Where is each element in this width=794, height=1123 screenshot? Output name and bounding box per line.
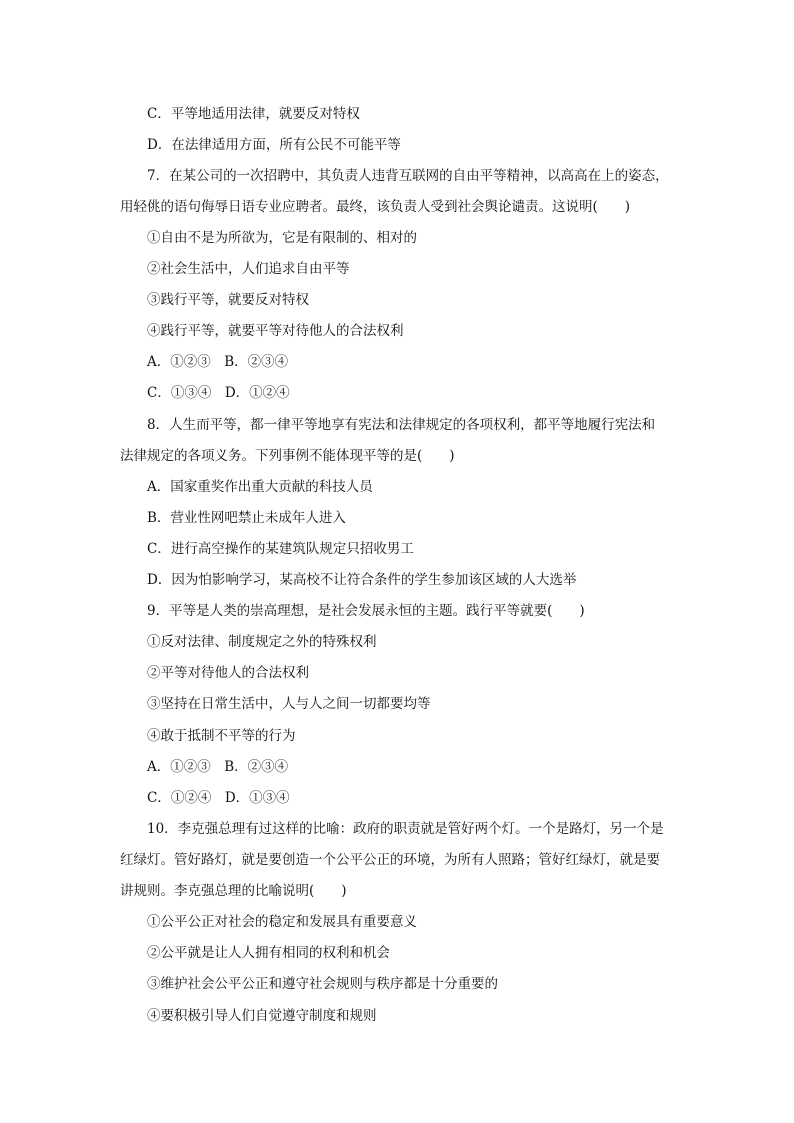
q7-item-1: ①自由不是为所欲为，它是有限制的、相对的 <box>147 230 417 246</box>
q9-item-2: ②平等对待他人的合法权利 <box>147 665 309 681</box>
q7-item-4: ④践行平等，就要平等对待他人的合法权利 <box>147 323 404 339</box>
q8-stem-line1: 8．人生而平等，都一律平等地享有宪法和法律规定的各项权利，都平等地履行宪法和 <box>147 417 656 433</box>
q8-option-c: C．进行高空操作的某建筑队规定只招收男工 <box>147 541 414 557</box>
q7-item-2: ②社会生活中，人们追求自由平等 <box>147 261 350 277</box>
q6-option-c: C．平等地适用法律，就要反对特权 <box>147 106 360 122</box>
q8-option-a: A．国家重奖作出重大贡献的科技人员 <box>147 479 373 495</box>
q10-item-2: ②公平就是让人人拥有相同的权利和机会 <box>147 945 390 961</box>
q6-option-d: D．在法律适用方面，所有公民不可能平等 <box>147 137 401 153</box>
q10-stem-line2: 红绿灯。管好路灯，就是要创造一个公平公正的环境，为所有人照路；管好红绿灯，就是要 <box>120 852 660 868</box>
q7-stem-line1: 7．在某公司的一次招聘中，其负责人违背互联网的自由平等精神，以高高在上的姿态， <box>147 168 669 184</box>
q9-item-1: ①反对法律、制度规定之外的特殊权利 <box>147 634 377 650</box>
q9-choices-row1: A．①②③ B．②③④ <box>147 759 289 775</box>
q9-choices-row2: C．①②④ D．①③④ <box>147 790 290 806</box>
q10-stem-line3: 讲规则。李克强总理的比喻说明( ) <box>120 883 347 899</box>
q7-choices-row1: A．①②③ B．②③④ <box>147 354 289 370</box>
q7-stem-line2: 用轻佻的语句侮辱日语专业应聘者。最终，该负责人受到社会舆论谴责。这说明( ) <box>120 199 631 215</box>
q8-option-b: B．营业性网吧禁止未成年人进入 <box>147 510 346 526</box>
q10-item-1: ①公平公正对社会的稳定和发展具有重要意义 <box>147 914 417 930</box>
q9-stem: 9．平等是人类的崇高理想，是社会发展永恒的主题。践行平等就要( ) <box>147 603 585 619</box>
q9-item-4: ④敢于抵制不平等的行为 <box>147 728 296 744</box>
q8-option-d: D．因为怕影响学习，某高校不让符合条件的学生参加该区域的人大选举 <box>147 572 577 588</box>
q10-stem-line1: 10．李克强总理有过这样的比喻：政府的职责就是管好两个灯。一个是路灯，另一个是 <box>147 821 664 837</box>
q9-item-3: ③坚持在日常生活中，人与人之间一切都要均等 <box>147 696 431 712</box>
q8-stem-line2: 法律规定的各项义务。下列事例不能体现平等的是( ) <box>120 448 455 464</box>
q7-choices-row2: C．①③④ D．①②④ <box>147 385 290 401</box>
q10-item-4: ④要积极引导人们自觉遵守制度和规则 <box>147 1008 377 1024</box>
q7-item-3: ③践行平等，就要反对特权 <box>147 292 309 308</box>
q10-item-3: ③维护社会公平公正和遵守社会规则与秩序都是十分重要的 <box>147 976 498 992</box>
